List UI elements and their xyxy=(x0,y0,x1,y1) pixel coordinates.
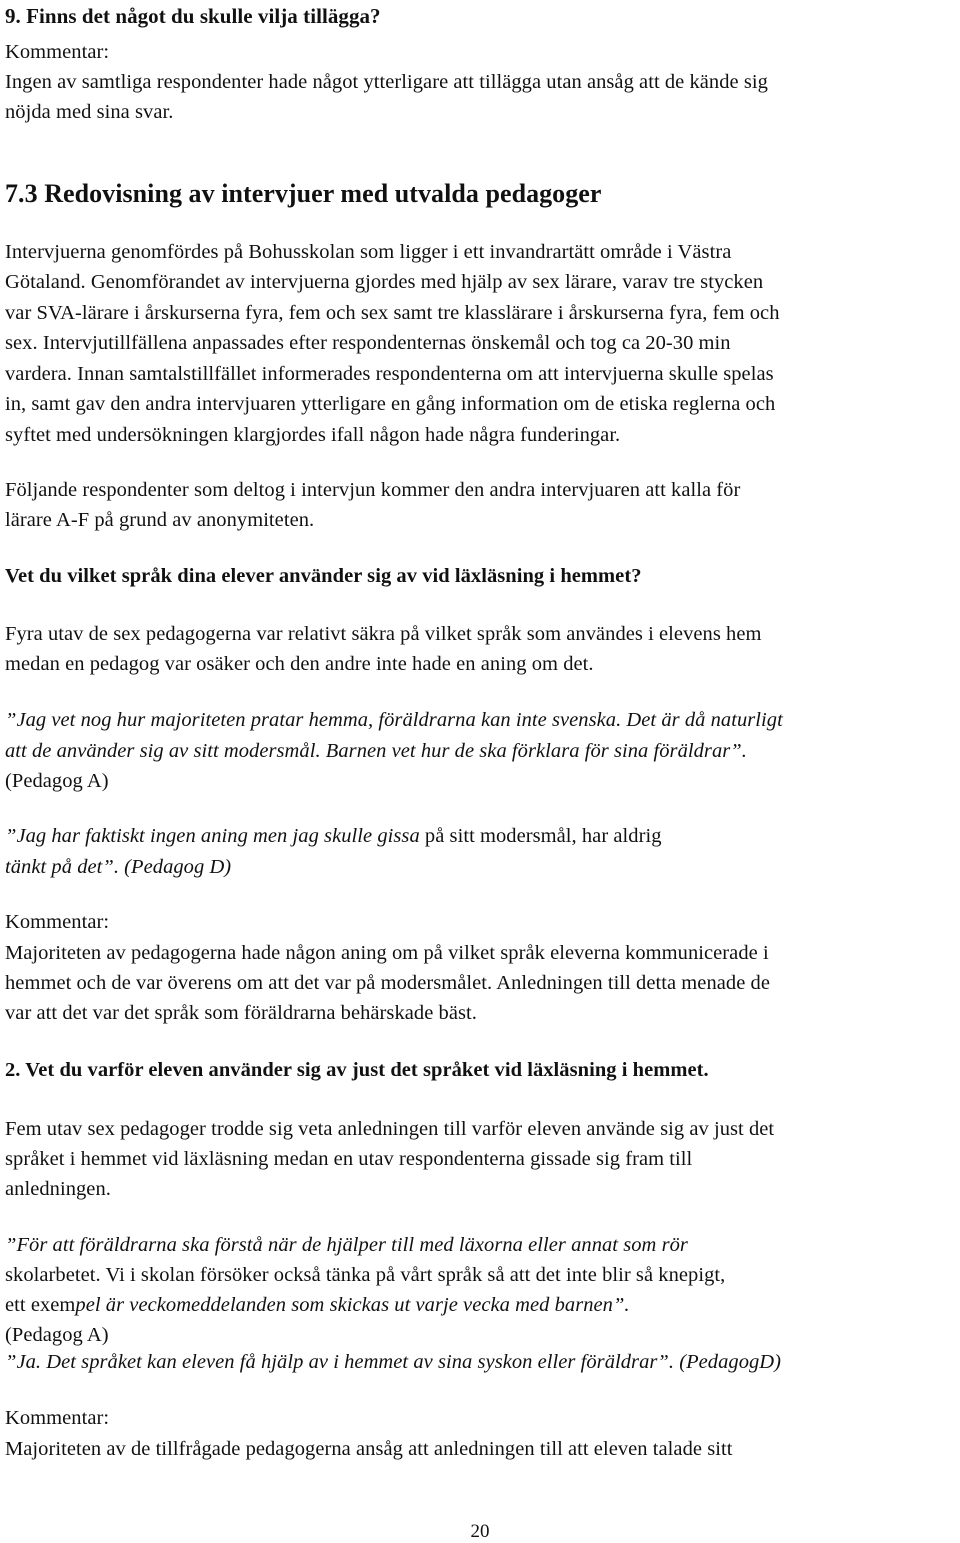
q1-comment-line: Majoriteten av pedagogerna hade någon aning om på vilket språk eleverna kommunicerade i xyxy=(5,942,769,964)
q1-comment-line: hemmet och de var överens om att det var på modersmålet. Anledningen till detta menade de xyxy=(5,972,770,994)
quote-attribution: (Pedagog A) xyxy=(5,1324,109,1346)
respondents-line: lärare A-F på grund av anonymiteten. xyxy=(5,509,315,531)
question-2-heading: 2. Vet du varför eleven använder sig av just det språket vid läxläsning i hemmet. xyxy=(5,1059,709,1081)
intro-line: Götaland. Genomförandet av intervjuerna gjordes med hjälp av sex lärare, varav tre stycken xyxy=(5,271,764,293)
q1-answer-line: Fyra utav de sex pedagogerna var relativt säkra på vilket språk som användes i elevens hem xyxy=(5,623,762,645)
intro-line: in, samt gav den andra intervjuaren ytterligare en gång information om de etiska reglerna och xyxy=(5,393,776,415)
respondents-line: Följande respondenter som deltog i intervjun kommer den andra intervjuaren att kalla för xyxy=(5,479,741,501)
q1-answer-line: medan en pedagog var osäker och den andre inte hade en aning om det. xyxy=(5,653,594,675)
quote-plain-part: ett exem xyxy=(5,1294,76,1316)
comment-label: Kommentar: xyxy=(5,911,110,933)
quote-line: att de använder sig av sitt modersmål. Barnen vet hur de ska förklara för sina föräldrar”. xyxy=(5,740,747,762)
q2-comment-line: Majoriteten av de tillfrågade pedagogerna ansåg att anledningen till att eleven talade sitt xyxy=(5,1438,733,1460)
comment-label: Kommentar: xyxy=(5,1407,110,1429)
quote-italic-part: ”Jag har faktiskt ingen aning men jag skulle gissa xyxy=(5,825,420,847)
q2-answer-line: anledningen. xyxy=(5,1178,111,1200)
q2-answer-line: Fem utav sex pedagoger trodde sig veta anledningen till varför eleven använde sig av just det xyxy=(5,1118,775,1140)
quote-line: ”För att föräldrarna ska förstå när de hjälper till med läxorna eller annat som rör xyxy=(5,1234,688,1256)
comment-label: Kommentar: xyxy=(5,41,110,63)
quote-line: ”Jag vet nog hur majoriteten pratar hemma, föräldrarna kan inte svenska. Det är då naturligt xyxy=(5,709,783,731)
intro-line: syftet med undersökningen klargjordes ifall någon hade några funderingar. xyxy=(5,424,621,446)
quote-line xyxy=(5,824,662,849)
question-9-heading: 9. Finns det något du skulle vilja tillägga? xyxy=(5,4,381,28)
section-heading: 7.3 Redovisning av intervjuer med utvalda pedagoger xyxy=(5,179,602,208)
q2-answer-line: språket i hemmet vid läxläsning medan en utav respondenterna gissade sig fram till xyxy=(5,1148,693,1170)
quote-attribution: (Pedagog A) xyxy=(5,770,109,792)
question-1-heading: Vet du vilket språk dina elever använder sig av vid läxläsning i hemmet? xyxy=(5,565,642,587)
quote-line: skolarbetet. Vi i skolan försöker också tänka på vårt språk så att det inte blir så knepigt, xyxy=(5,1264,726,1286)
quote-italic-part: pel är veckomeddelanden som skickas ut varje vecka med barnen”. xyxy=(75,1294,630,1316)
q1-comment-line: var att det var det språk som föräldrarna behärskade bäst. xyxy=(5,1002,477,1024)
page-number: 20 xyxy=(470,1521,490,1542)
intro-line: sex. Intervjutillfällena anpassades efter respondenternas önskemål och tog ca 20-30 min xyxy=(5,332,731,354)
q9-comment-line: nöjda med sina svar. xyxy=(5,101,174,123)
quote-line: tänkt på det”. (Pedagog D) xyxy=(5,856,232,878)
intro-line: var SVA-lärare i årskurserna fyra, fem och sex samt tre klasslärare i årskurserna fyra, fem och xyxy=(5,302,780,324)
q9-comment-line: Ingen av samtliga respondenter hade något ytterligare att tillägga utan ansåg att de kände sig xyxy=(5,71,768,93)
quote-line xyxy=(5,1293,630,1318)
intro-line: vardera. Innan samtalstillfället informerades respondenterna om att intervjuerna skulle spelas xyxy=(5,363,774,385)
quote-line: ”Ja. Det språket kan eleven få hjälp av i hemmet av sina syskon eller föräldrar”. (PedagogD) xyxy=(5,1351,782,1373)
quote-plain-part: på sitt modersmål, har aldrig xyxy=(419,825,662,847)
intro-line: Intervjuerna genomfördes på Bohusskolan som ligger i ett invandrartätt område i Västra xyxy=(5,241,732,263)
